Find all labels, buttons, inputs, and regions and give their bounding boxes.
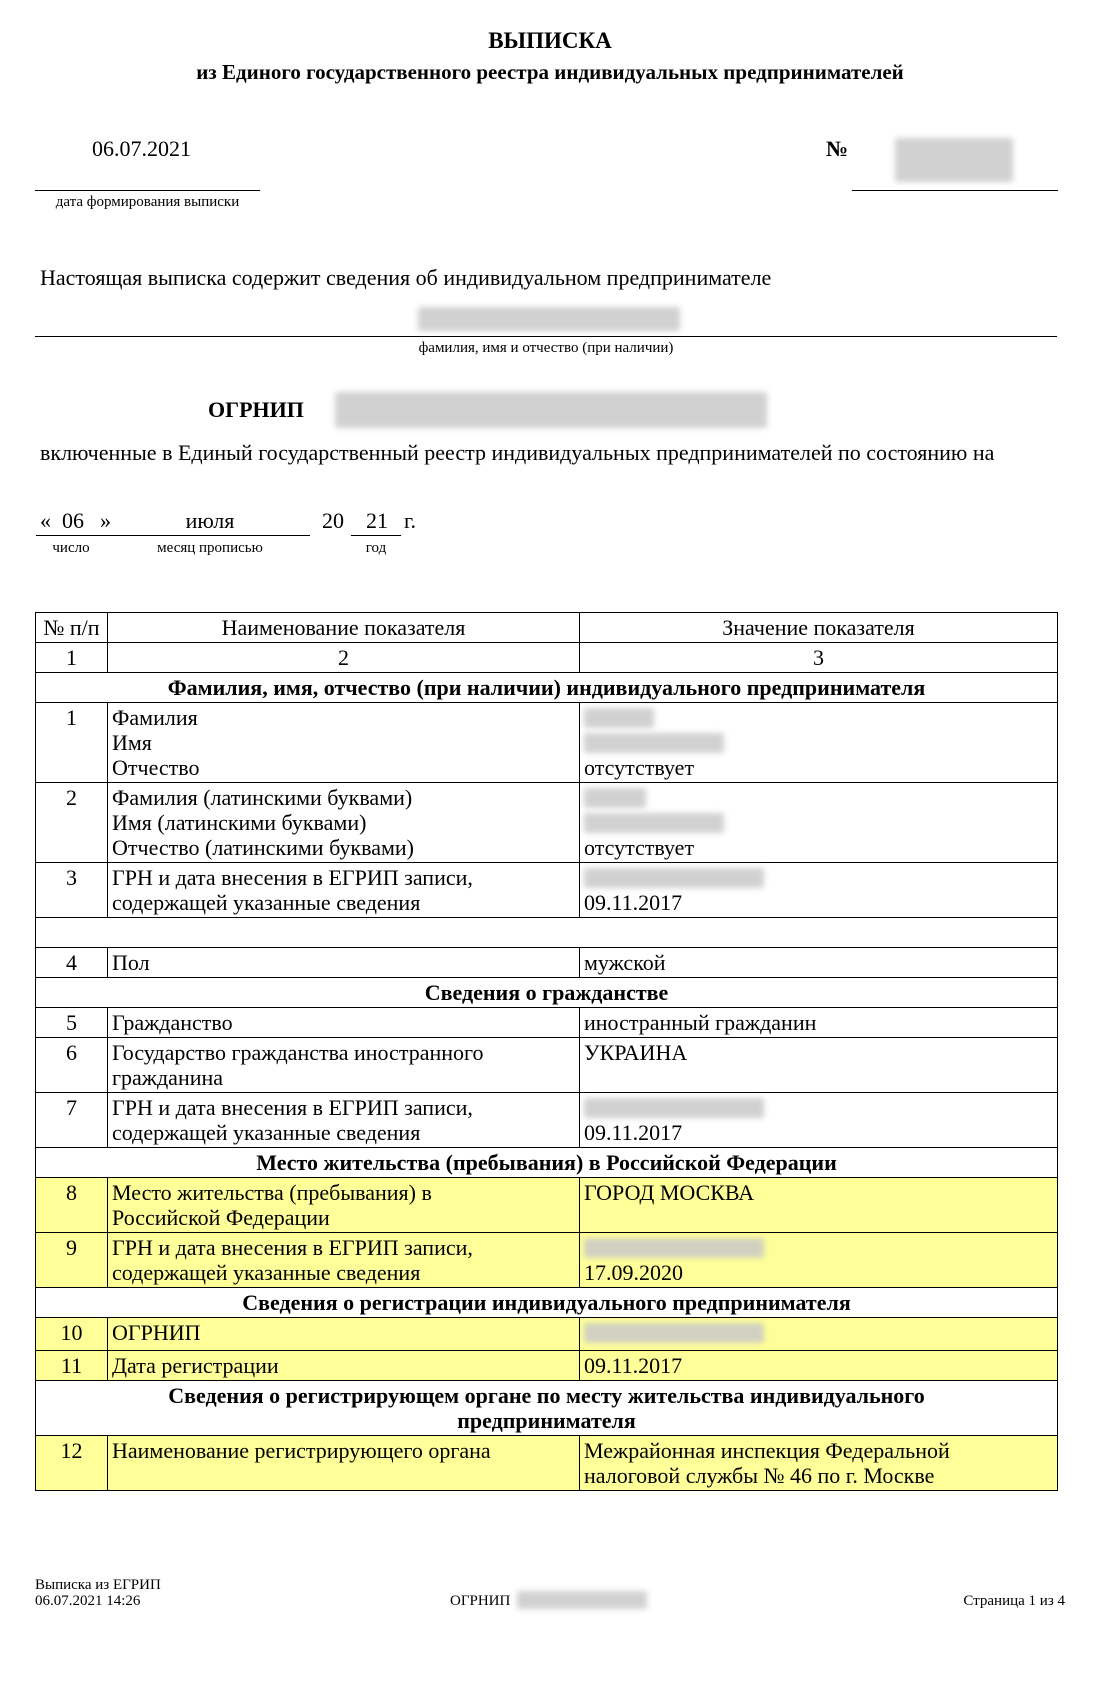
header-num: № п/п — [36, 613, 108, 643]
intro-text: Настоящая выписка содержит сведения об индивидуальном предпринимателе — [40, 265, 772, 290]
row-label — [108, 1038, 580, 1093]
as-of-month: июля — [185, 508, 235, 533]
row-value — [580, 1093, 1058, 1148]
row-value — [580, 1436, 1058, 1491]
value-line: Межрайонная инспекция Федеральной — [584, 1438, 950, 1463]
section-registration — [36, 1288, 1058, 1318]
value-line: 09.11.2017 — [584, 890, 683, 915]
table-row-highlighted — [36, 1351, 1058, 1381]
table-row — [36, 703, 1058, 783]
footer-ogrnip-label: ОГРНИП — [450, 1593, 511, 1609]
row-number: 1 — [36, 703, 108, 783]
row-number: 9 — [36, 1233, 108, 1288]
document-subtitle: из Единого государственного реестра индивидуальных предпринимателей — [196, 60, 904, 84]
footer-left — [35, 1577, 161, 1609]
table-header-row — [36, 613, 1058, 643]
year-underline — [351, 535, 401, 536]
section-title — [36, 1381, 1058, 1436]
header-indicator: Наименование показателя — [108, 613, 580, 643]
row-label: Дата регистрации — [108, 1351, 580, 1381]
label-line: ГРН и дата внесения в ЕГРИП записи, — [112, 1235, 473, 1260]
footer-doc-name: Выписка из ЕГРИП — [35, 1577, 161, 1593]
month-caption: месяц прописью — [157, 540, 263, 556]
redacted-first-name — [584, 733, 724, 753]
row-number: 2 — [36, 783, 108, 863]
included-text: включенные в Единый государственный реестр индивидуальных предпринимателей по состоянию на — [40, 440, 995, 465]
year-caption: год — [365, 540, 387, 556]
table-row — [36, 1093, 1058, 1148]
date-caption: дата формирования выписки — [55, 194, 240, 210]
row-value: иностранный гражданин — [580, 1008, 1058, 1038]
day-underline — [36, 535, 117, 536]
ogrnip-value-redacted — [335, 392, 767, 428]
label-line: Государство гражданства иностранного — [112, 1040, 484, 1065]
date-underline — [35, 190, 260, 191]
row-value: УКРАИНА — [580, 1038, 1058, 1093]
row-number: 5 — [36, 1008, 108, 1038]
label-line: ГРН и дата внесения в ЕГРИП записи, — [112, 1095, 473, 1120]
value-line: отсутствует — [584, 835, 695, 860]
label-line: содержащей указанные сведения — [112, 1120, 421, 1145]
section-title-line: Сведения о регистрирующем органе по месту жительства индивидуального — [168, 1383, 925, 1408]
label-line: Российской Федерации — [112, 1205, 330, 1230]
document-title: ВЫПИСКА — [488, 28, 612, 53]
row-value: 09.11.2017 — [580, 1351, 1058, 1381]
name-caption: фамилия, имя и отчество (при наличии) — [418, 340, 674, 356]
label-line: содержащей указанные сведения — [112, 1260, 421, 1285]
colnum-2: 2 — [108, 643, 580, 673]
row-number: 11 — [36, 1351, 108, 1381]
section-title: Сведения о регистрации индивидуального предпринимателя — [36, 1288, 1058, 1318]
redacted-grn — [584, 868, 764, 888]
row-value — [580, 1233, 1058, 1288]
footer-ogrnip-redacted — [517, 1591, 647, 1609]
row-label: Пол — [108, 948, 580, 978]
section-title: Фамилия, имя, отчество (при наличии) индивидуального предпринимателя — [36, 673, 1058, 703]
formation-date: 06.07.2021 — [92, 136, 191, 161]
row-number: 3 — [36, 863, 108, 918]
section-residence — [36, 1148, 1058, 1178]
table-row — [36, 1008, 1058, 1038]
section-citizenship — [36, 978, 1058, 1008]
table-row — [36, 948, 1058, 978]
label-line: ГРН и дата внесения в ЕГРИП записи, — [112, 865, 473, 890]
redacted-grn — [584, 1238, 764, 1258]
footer-page-number: Страница 1 из 4 — [963, 1593, 1065, 1609]
row-number: 7 — [36, 1093, 108, 1148]
table-row-highlighted — [36, 1178, 1058, 1233]
value-line: налоговой службы № 46 по г. Москве — [584, 1463, 935, 1488]
row-label: ОГРНИП — [108, 1318, 580, 1351]
label-line: Фамилия (латинскими буквами) — [112, 785, 413, 810]
redacted-surname-latin — [584, 788, 646, 808]
empty-cell — [36, 918, 1058, 948]
section-fio — [36, 673, 1058, 703]
row-label: Наименование регистрирующего органа — [108, 1436, 580, 1491]
table-row — [36, 783, 1058, 863]
table-row — [36, 863, 1058, 918]
table-row-highlighted — [36, 1318, 1058, 1351]
table-row — [36, 1038, 1058, 1093]
section-title: Место жительства (пребывания) в Российской Федерации — [36, 1148, 1058, 1178]
empty-row — [36, 918, 1058, 948]
row-number: 6 — [36, 1038, 108, 1093]
label-line: Имя — [112, 730, 152, 755]
label-line: Имя (латинскими буквами) — [112, 810, 367, 835]
section-authority — [36, 1381, 1058, 1436]
redacted-ogrnip — [584, 1323, 764, 1343]
row-value — [580, 783, 1058, 863]
colnum-1: 1 — [36, 643, 108, 673]
row-label — [108, 1093, 580, 1148]
register-table — [35, 612, 1058, 1491]
table-row-highlighted — [36, 1233, 1058, 1288]
label-line: гражданина — [112, 1065, 224, 1090]
row-value: ГОРОД МОСКВА — [580, 1178, 1058, 1233]
as-of-century: 20 — [322, 508, 344, 533]
value-line: 17.09.2020 — [584, 1260, 683, 1285]
redacted-grn — [584, 1098, 764, 1118]
row-number: 12 — [36, 1436, 108, 1491]
table-row-highlighted — [36, 1436, 1058, 1491]
close-quote: » — [100, 508, 111, 533]
row-number: 4 — [36, 948, 108, 978]
section-title-line: предпринимателя — [457, 1408, 636, 1433]
label-line: Отчество — [112, 755, 200, 780]
row-number: 10 — [36, 1318, 108, 1351]
row-value — [580, 863, 1058, 918]
section-title: Сведения о гражданстве — [36, 978, 1058, 1008]
colnum-3: 3 — [580, 643, 1058, 673]
day-caption: число — [52, 540, 90, 556]
value-line: отсутствует — [584, 755, 695, 780]
as-of-year: 21 — [366, 508, 388, 533]
row-number: 8 — [36, 1178, 108, 1233]
label-line: Отчество (латинскими буквами) — [112, 835, 415, 860]
label-line: Место жительства (пребывания) в — [112, 1180, 432, 1205]
number-underline — [852, 190, 1058, 191]
row-label: Гражданство — [108, 1008, 580, 1038]
row-value — [580, 1318, 1058, 1351]
year-suffix: г. — [404, 508, 417, 533]
open-quote: « — [40, 508, 51, 533]
row-label — [108, 1233, 580, 1288]
footer-timestamp: 06.07.2021 14:26 — [35, 1593, 141, 1609]
redacted-surname — [584, 708, 654, 728]
label-line: Фамилия — [112, 705, 198, 730]
month-underline — [110, 535, 310, 536]
number-label: № — [826, 136, 849, 161]
document-number-redacted — [895, 138, 1013, 182]
row-label — [108, 783, 580, 863]
as-of-day: 06 — [62, 508, 84, 533]
redacted-first-name-latin — [584, 813, 724, 833]
row-label — [108, 1178, 580, 1233]
label-line: содержащей указанные сведения — [112, 890, 421, 915]
value-line: 09.11.2017 — [584, 1120, 683, 1145]
entrepreneur-name-redacted — [418, 307, 680, 331]
row-value — [580, 703, 1058, 783]
ogrnip-label: ОГРНИП — [208, 397, 304, 422]
row-label — [108, 863, 580, 918]
row-value: мужской — [580, 948, 1058, 978]
name-underline — [35, 336, 1057, 337]
row-label — [108, 703, 580, 783]
header-value: Значение показателя — [580, 613, 1058, 643]
table-colnum-row — [36, 643, 1058, 673]
